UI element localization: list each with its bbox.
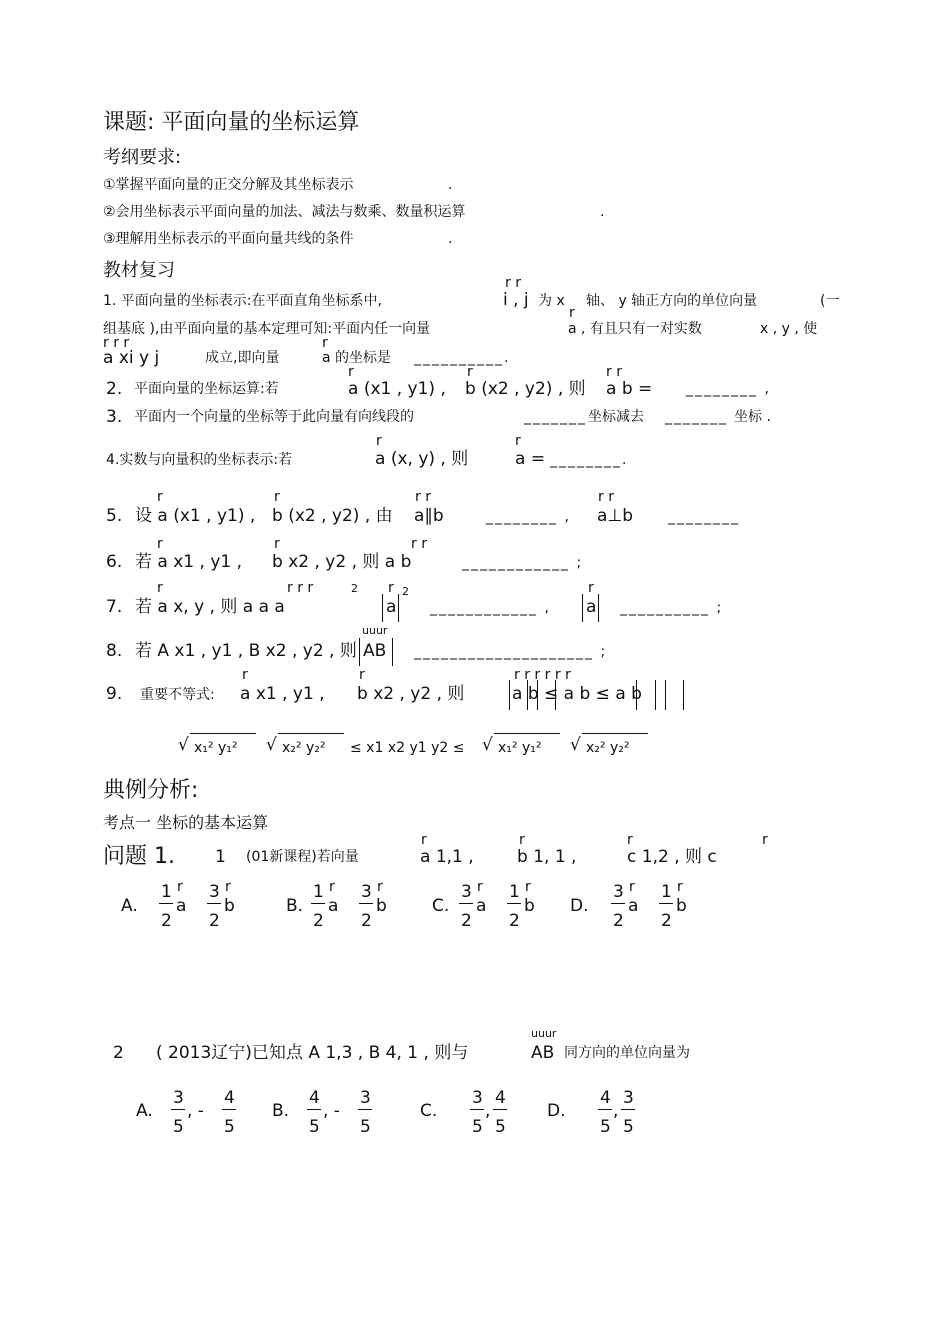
- p8-blank: ____________________ ;: [414, 644, 608, 660]
- p8-ab: AB: [363, 641, 387, 661]
- p7-number: 7.: [106, 597, 123, 617]
- frac-den: 2: [661, 911, 672, 931]
- frac-num: 3: [360, 1088, 371, 1108]
- outline-heading: 考纲要求:: [103, 147, 182, 168]
- sqrt-bar: [582, 733, 648, 734]
- frac-num: 4: [600, 1088, 611, 1108]
- abs-bar: [655, 680, 656, 710]
- vector-a: a: [328, 896, 339, 916]
- sqrt-term: x₁² y₁²: [194, 740, 238, 756]
- vector-arrow-mark: r r: [415, 489, 431, 505]
- p1-line2c: x , y , 使: [760, 321, 818, 337]
- frac-line: [222, 1109, 236, 1110]
- vector-arrow-mark: r: [225, 879, 231, 895]
- frac-den: 2: [509, 911, 520, 931]
- frac-line: [659, 903, 673, 904]
- frac-num: 3: [209, 882, 220, 902]
- vector-arrow-mark: r: [157, 536, 163, 552]
- abs-bar: [382, 594, 383, 622]
- vector-arrow-mark: r: [569, 305, 575, 321]
- vector-a: a: [628, 896, 639, 916]
- option-letter: D.: [570, 896, 589, 916]
- option-letter: A.: [136, 1101, 153, 1121]
- vector-arrow-mark: r: [348, 364, 354, 380]
- frac-num: 1: [509, 882, 520, 902]
- vector-arrow-mark: r: [477, 879, 483, 895]
- frac-den: 5: [623, 1117, 634, 1137]
- p5-text: 设 a (x1 , y1) ,: [135, 506, 256, 526]
- vector-a: a: [476, 896, 487, 916]
- vector-arrow-mark: uuur: [362, 624, 388, 637]
- p1-line3b: 成立,即向量: [205, 350, 280, 366]
- frac-den: 5: [360, 1117, 371, 1137]
- p1-ij: i , j: [503, 290, 529, 310]
- vector-arrow-mark: r: [421, 832, 427, 848]
- p5-b: b (x2 , y2) , 由: [272, 506, 393, 526]
- examples-heading: 典例分析:: [103, 778, 199, 803]
- frac-den: 2: [613, 911, 624, 931]
- outline-dot-2: .: [600, 204, 605, 220]
- p4-blank: ________.: [550, 452, 629, 468]
- frac-den: 2: [461, 911, 472, 931]
- frac-line: [493, 1109, 507, 1110]
- p1-blank: __________.: [414, 350, 511, 366]
- vector-arrow-mark: r r: [598, 489, 614, 505]
- frac-num: 3: [461, 882, 472, 902]
- abs-bar: [582, 594, 583, 622]
- p1-line2: 组基底 ),由平面向量的基本定理可知:平面内任一向量: [103, 321, 431, 337]
- frac-line: [307, 1109, 321, 1110]
- p4-a: a (x, y) , 则: [375, 449, 469, 469]
- option-letter: A.: [121, 896, 138, 916]
- outline-item-1: ①掌握平面向量的正交分解及其坐标表示: [103, 177, 354, 193]
- frac-den: 5: [472, 1117, 483, 1137]
- p9-inequality: a b ≤ a b ≤ a b: [512, 684, 642, 704]
- p9-b: b x2 , y2 , 则: [357, 684, 465, 704]
- vector-arrow-mark: r: [242, 667, 248, 683]
- p3-end: 坐标 .: [734, 409, 771, 425]
- p7-abs-a: a: [386, 597, 397, 617]
- p4-text: 4.实数与向量积的坐标表示:若: [106, 452, 293, 468]
- p6-text: 若 a x1 , y1 ,: [135, 552, 242, 572]
- p9-inequality-2: ≤ x1 x2 y1 y2 ≤: [350, 740, 465, 756]
- abs-bar: [683, 680, 684, 710]
- option-letter: C.: [420, 1101, 438, 1121]
- p2-b: b (x2 , y2) , 则: [465, 379, 586, 399]
- outline-item-3: ③理解用坐标表示的平面向量共线的条件: [103, 231, 354, 247]
- sqrt-icon: √: [266, 735, 277, 755]
- p6-b: b x2 , y2 , 则 a b: [272, 552, 412, 572]
- vector-arrow-mark: r: [762, 832, 768, 848]
- p7-exp-2: 2: [402, 585, 409, 598]
- vector-arrow-mark: r r: [411, 536, 427, 552]
- p7-blank-1: ____________ ,: [430, 600, 551, 616]
- p5-parallel: a∥b: [414, 506, 444, 526]
- vector-arrow-mark: r: [629, 879, 635, 895]
- frac-den: 5: [173, 1117, 184, 1137]
- p2-text: 平面向量的坐标运算:若: [134, 381, 279, 397]
- p7-blank-2: __________ ;: [620, 600, 724, 616]
- q1-a: a 1,1 ,: [420, 847, 474, 867]
- vector-arrow-mark: uuur: [531, 1027, 557, 1040]
- vector-arrow-mark: r r r: [287, 580, 314, 596]
- vector-arrow-mark: r: [377, 879, 383, 895]
- p7-abs-a-2: a: [586, 597, 597, 617]
- frac-den: 5: [600, 1117, 611, 1137]
- frac-num: 1: [313, 882, 324, 902]
- sqrt-bar: [494, 733, 560, 734]
- p9-a: a x1 , y1 ,: [240, 684, 325, 704]
- option-letter: B.: [286, 896, 304, 916]
- p1-paren: (一: [820, 293, 840, 309]
- q2-number: 2: [113, 1043, 124, 1063]
- p7-exp: 2: [351, 582, 358, 595]
- frac-line: [207, 903, 221, 904]
- separator: , -: [187, 1101, 204, 1121]
- p1-line2b: a , 有且只有一对实数: [568, 321, 702, 337]
- vector-a: a: [176, 896, 187, 916]
- vector-b: b: [524, 896, 535, 916]
- frac-line: [159, 903, 173, 904]
- p3-number: 3.: [106, 407, 123, 427]
- frac-num: 3: [613, 882, 624, 902]
- p5-blank-2: ________: [668, 509, 740, 525]
- sqrt-term: x₁² y₁²: [498, 740, 542, 756]
- vector-arrow-mark: r r r r r r: [514, 667, 571, 683]
- sqrt-icon: √: [178, 735, 189, 755]
- vector-arrow-mark: r r: [505, 275, 521, 291]
- sqrt-bar: [278, 733, 344, 734]
- p3-blank-1: _______: [524, 409, 587, 425]
- frac-num: 4: [224, 1088, 235, 1108]
- frac-num: 1: [661, 882, 672, 902]
- frac-den: 5: [224, 1117, 235, 1137]
- frac-line: [621, 1109, 635, 1110]
- frac-line: [611, 903, 625, 904]
- vector-arrow-mark: r: [627, 832, 633, 848]
- p8-text: 若 A x1 , y1 , B x2 , y2 , 则: [135, 641, 357, 661]
- outline-item-2: ②会用坐标表示平面向量的加法、减法与数乘、数量积运算: [103, 204, 466, 220]
- vector-b: b: [676, 896, 687, 916]
- p5-perp: a⊥b: [597, 506, 634, 526]
- frac-line: [459, 903, 473, 904]
- sqrt-term: x₂² y₂²: [282, 740, 326, 756]
- sqrt-icon: √: [570, 735, 581, 755]
- frac-line: [359, 903, 373, 904]
- p3-blank-2: _______: [665, 409, 728, 425]
- review-heading: 教材复习: [103, 260, 175, 281]
- vector-b: b: [376, 896, 387, 916]
- q1-source: (01新课程)若向量: [246, 849, 359, 865]
- vector-arrow-mark: r: [376, 433, 382, 449]
- frac-num: 4: [309, 1088, 320, 1108]
- p2-a: a (x1 , y1) ,: [348, 379, 446, 399]
- sqrt-bar: [190, 733, 256, 734]
- vector-arrow-mark: r r: [606, 364, 622, 380]
- vector-arrow-mark: r: [519, 832, 525, 848]
- frac-num: 3: [361, 882, 372, 902]
- vector-arrow-mark: r: [588, 580, 594, 596]
- abs-bar: [636, 680, 637, 710]
- frac-num: 4: [495, 1088, 506, 1108]
- vector-arrow-mark: r: [525, 879, 531, 895]
- vector-arrow-mark: r: [329, 879, 335, 895]
- frac-den: 2: [313, 911, 324, 931]
- p9-label: 重要不等式:: [140, 687, 215, 703]
- frac-line: [507, 903, 521, 904]
- page-title: 课题: 平面向量的坐标运算: [103, 110, 360, 135]
- vector-arrow-mark: r: [177, 879, 183, 895]
- frac-line: [470, 1109, 484, 1110]
- abs-bar: [392, 638, 393, 666]
- p9-number: 9.: [106, 684, 123, 704]
- separator: ,: [613, 1101, 619, 1121]
- frac-den: 2: [161, 911, 172, 931]
- q1-number: 1: [215, 847, 226, 867]
- vector-arrow-mark: r: [677, 879, 683, 895]
- q2-text: ( 2013辽宁)已知点 A 1,3 , B 4, 1 , 则与: [156, 1043, 469, 1063]
- separator: ,: [485, 1101, 491, 1121]
- separator: , -: [323, 1101, 340, 1121]
- frac-num: 3: [173, 1088, 184, 1108]
- p6-blank: ____________ ;: [462, 555, 584, 571]
- sqrt-icon: √: [482, 735, 493, 755]
- vector-b: b: [224, 896, 235, 916]
- sqrt-term: x₂² y₂²: [586, 740, 630, 756]
- frac-line: [171, 1109, 185, 1110]
- p3-mid: 坐标减去: [588, 409, 644, 425]
- point-1: 考点一 坐标的基本运算: [103, 813, 269, 832]
- frac-line: [311, 903, 325, 904]
- option-letter: D.: [547, 1101, 566, 1121]
- p1-line3: a xi y j: [103, 348, 160, 368]
- vector-arrow-mark: r: [388, 580, 394, 596]
- outline-dot-1: .: [448, 177, 453, 193]
- vector-arrow-mark: r: [515, 433, 521, 449]
- vector-arrow-mark: r: [274, 489, 280, 505]
- vector-arrow-mark: r: [467, 364, 473, 380]
- vector-arrow-mark: r: [157, 489, 163, 505]
- q2-end: 同方向的单位向量为: [564, 1045, 690, 1061]
- abs-bar: [598, 594, 599, 622]
- frac-num: 1: [161, 882, 172, 902]
- outline-dot-3: .: [448, 231, 453, 247]
- frac-line: [358, 1109, 372, 1110]
- p8-number: 8.: [106, 641, 123, 661]
- abs-bar: [398, 594, 399, 622]
- p6-number: 6.: [106, 552, 123, 572]
- q1-label: 问题 1.: [103, 844, 175, 869]
- vector-arrow-mark: r: [359, 667, 365, 683]
- p5-blank-1: ________ ,: [486, 509, 571, 525]
- vector-arrow-mark: r: [274, 536, 280, 552]
- q2-ab: AB: [531, 1043, 555, 1063]
- frac-den: 5: [309, 1117, 320, 1137]
- q1-b: b 1, 1 ,: [517, 847, 577, 867]
- vector-arrow-mark: r: [322, 335, 328, 351]
- p4-la: a =: [515, 449, 546, 469]
- frac-den: 5: [495, 1117, 506, 1137]
- frac-num: 3: [623, 1088, 634, 1108]
- p1-line1: 1. 平面向量的坐标表示:在平面直角坐标系中,: [103, 293, 382, 309]
- p1-axis: 轴、 y 轴正方向的单位向量: [586, 293, 758, 309]
- p2-number: 2.: [106, 379, 123, 399]
- p2-blank: ________ ,: [686, 381, 771, 397]
- frac-den: 2: [361, 911, 372, 931]
- frac-den: 2: [209, 911, 220, 931]
- frac-line: [598, 1109, 612, 1110]
- abs-bar: [359, 638, 360, 666]
- abs-bar: [665, 680, 666, 710]
- p3-text: 平面内一个向量的坐标等于此向量有向线段的: [134, 409, 414, 425]
- vector-arrow-mark: r r r: [103, 335, 130, 351]
- p1-x: 为 x: [538, 293, 565, 309]
- vector-arrow-mark: r: [157, 580, 163, 596]
- p5-number: 5.: [106, 506, 123, 526]
- p1-line3c: a 的坐标是: [322, 350, 392, 366]
- option-letter: B.: [272, 1101, 290, 1121]
- p7-text: 若 a x, y , 则 a a a: [135, 597, 285, 617]
- q1-c: c 1,2 , 则 c: [627, 847, 717, 867]
- abs-bar: [509, 680, 510, 710]
- option-letter: C.: [432, 896, 450, 916]
- frac-num: 3: [472, 1088, 483, 1108]
- p2-ab: a b =: [606, 379, 653, 399]
